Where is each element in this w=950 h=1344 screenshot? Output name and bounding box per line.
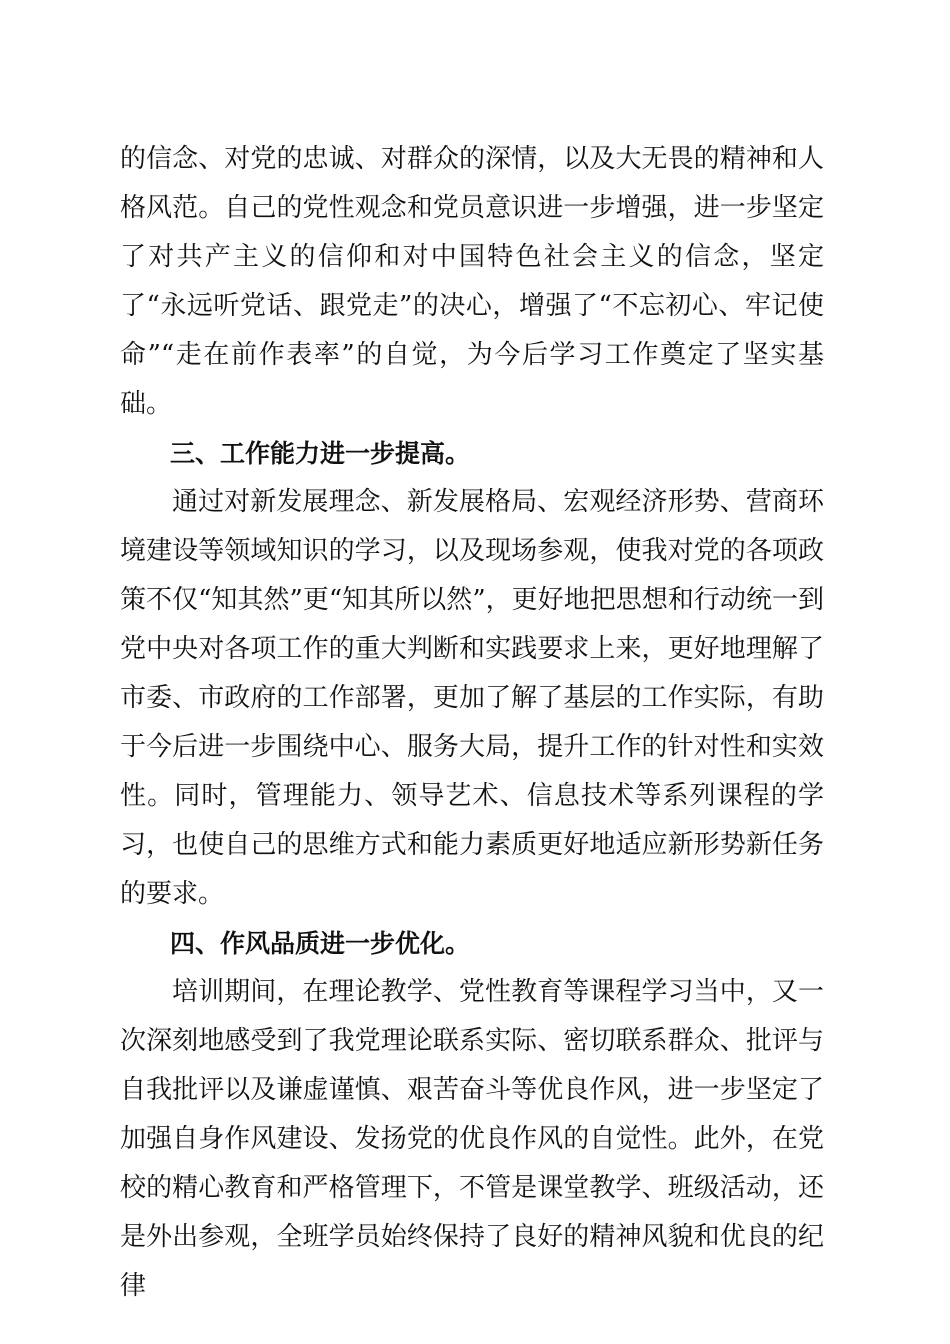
section-heading-3: 三、工作能力进一步提高。: [170, 439, 471, 468]
section-heading-4: 四、作风品质进一步优化。: [170, 929, 471, 958]
paragraph-continuation: 的信念、对党的忠诚、对群众的深情，以及大无畏的精神和人格风范。自己的党性观念和党员意识进一步增强，进一步坚定了对共产主义的信仰和对中国特色社会主义的信念，坚定了“永远听党话、跟党走”的决心，增强了“不忘初心、牢记使命”“走在前作表率”的自觉，为今后学习工作奠定了坚实基础。: [120, 144, 824, 419]
paragraph-work-style: 培训期间，在理论教学、党性教育等课程学习当中，又一次深刻地感受到了我党理论联系实际、密切联系群众、批评与自我批评以及谦虚谨慎、艰苦奋斗等优良作风，进一步坚定了加强自身作风建设、发扬党的优良作风的自觉性。此外，在党校的精心教育和严格管理下，不管是课堂教学、班级活动，还是外出参观，全班学员始终保持了良好的精神风貌和优良的纪律: [120, 977, 824, 1301]
document-body: [120, 135, 824, 1311]
paragraph-work-ability: 通过对新发展理念、新发展格局、宏观经济形势、营商环境建设等领域知识的学习，以及现场参观，使我对党的各项政策不仅“知其然”更“知其所以然”，更好地把思想和行动统一到党中央对各项工作的重大判断和实践要求上来，更好地理解了市委、市政府的工作部署，更加了解了基层的工作实际，有助于今后进一步围绕中心、服务大局，提升工作的针对性和实效性。同时，管理能力、领导艺术、信息技术等系列课程的学习，也使自己的思维方式和能力素质更好地适应新形势新任务的要求。: [120, 487, 824, 909]
